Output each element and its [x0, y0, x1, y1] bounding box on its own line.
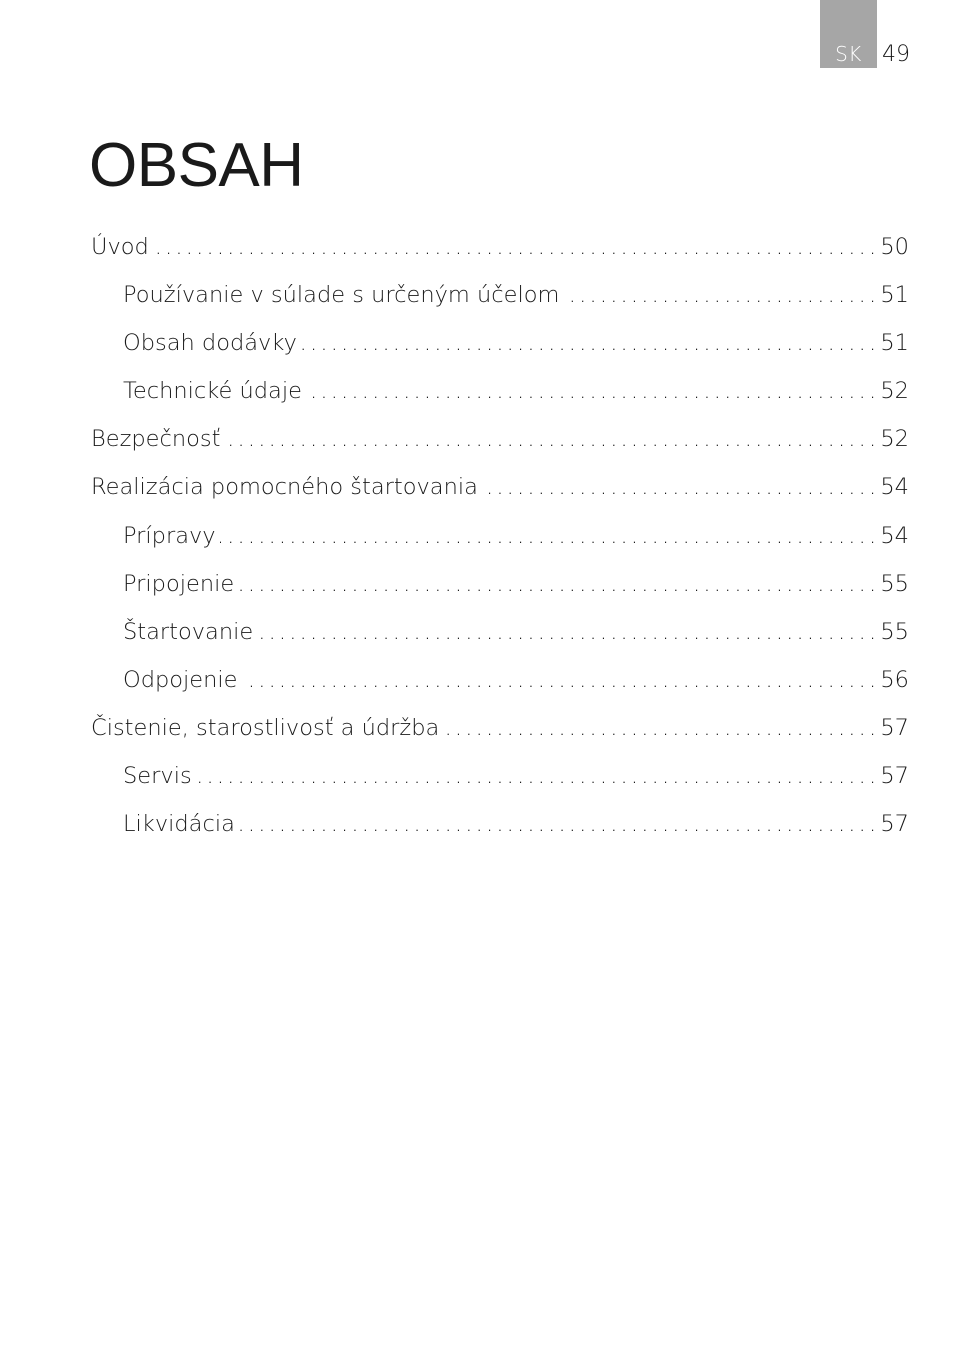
toc-entry-page: 55: [880, 618, 909, 645]
toc-dot-leader: [220, 517, 880, 555]
toc-entry-page: 57: [880, 714, 909, 741]
toc-entry-page: 50: [880, 234, 909, 260]
toc-entry[interactable]: [91, 372, 909, 420]
toc-entry-page: 51: [880, 282, 909, 309]
toc-entry-page: 52: [880, 426, 909, 453]
toc-entry[interactable]: [91, 276, 909, 324]
toc-entry-label: Štartovanie: [123, 618, 254, 645]
toc-entry[interactable]: [91, 565, 909, 613]
toc-entry-label: Technické údaje: [123, 378, 302, 405]
toc-entry[interactable]: [91, 757, 909, 805]
toc-entry[interactable]: [91, 517, 909, 565]
toc-entry[interactable]: [91, 805, 909, 853]
toc-entry[interactable]: [91, 468, 909, 516]
toc-entry[interactable]: [91, 613, 909, 661]
language-tab: [820, 0, 877, 68]
toc-dot-leader: [306, 372, 879, 410]
toc-entry-page: 51: [880, 330, 909, 357]
toc-entry-page: 52: [880, 378, 909, 405]
toc-entry[interactable]: [91, 661, 909, 709]
toc-entry-label: Pripojenie: [123, 570, 235, 597]
toc-entry-label: Realizácia pomocného štartovania: [91, 474, 478, 501]
toc-dot-leader: [224, 420, 879, 458]
toc-entry-page: 56: [880, 666, 909, 693]
toc-entry-page: 54: [880, 522, 909, 549]
toc-dot-leader: [238, 565, 879, 603]
toc-dot-leader: [563, 276, 879, 314]
toc-entry[interactable]: [91, 420, 909, 468]
toc-entry-label: Používanie v súlade s určeným účelom: [123, 282, 560, 309]
toc-entry-page: 57: [880, 811, 909, 838]
toc-entry-label: Bezpečnosť: [91, 426, 221, 453]
toc-entry-label: Úvod: [91, 234, 149, 260]
toc-dot-leader: [242, 661, 880, 699]
toc-entry[interactable]: [91, 709, 909, 757]
toc-entry-label: Likvidácia: [123, 811, 235, 838]
toc-dot-leader: [153, 228, 880, 266]
toc-dot-leader: [301, 324, 879, 362]
page-number: 49: [882, 42, 910, 67]
page-title: OBSAH: [89, 131, 304, 200]
toc-dot-leader: [443, 709, 879, 747]
toc-entry[interactable]: [91, 324, 909, 372]
toc-entry-label: Servis: [123, 763, 192, 790]
toc-dot-leader: [257, 613, 879, 651]
toc-entry-label: Obsah dodávky: [123, 330, 297, 357]
toc-entry-page: 55: [880, 570, 909, 597]
toc-entry-label: Odpojenie: [123, 666, 238, 693]
toc-entry-page: 57: [880, 763, 909, 790]
toc-entry-page: 54: [880, 474, 909, 501]
toc-entry[interactable]: [91, 228, 909, 276]
language-code: SK: [835, 42, 862, 66]
table-of-contents: [91, 228, 909, 853]
toc-entry-label: Prípravy: [123, 522, 216, 549]
toc-dot-leader: [239, 805, 879, 843]
toc-dot-leader: [196, 757, 880, 795]
toc-dot-leader: [482, 468, 879, 506]
toc-entry-label: Čistenie, starostlivosť a údržba: [91, 714, 440, 741]
